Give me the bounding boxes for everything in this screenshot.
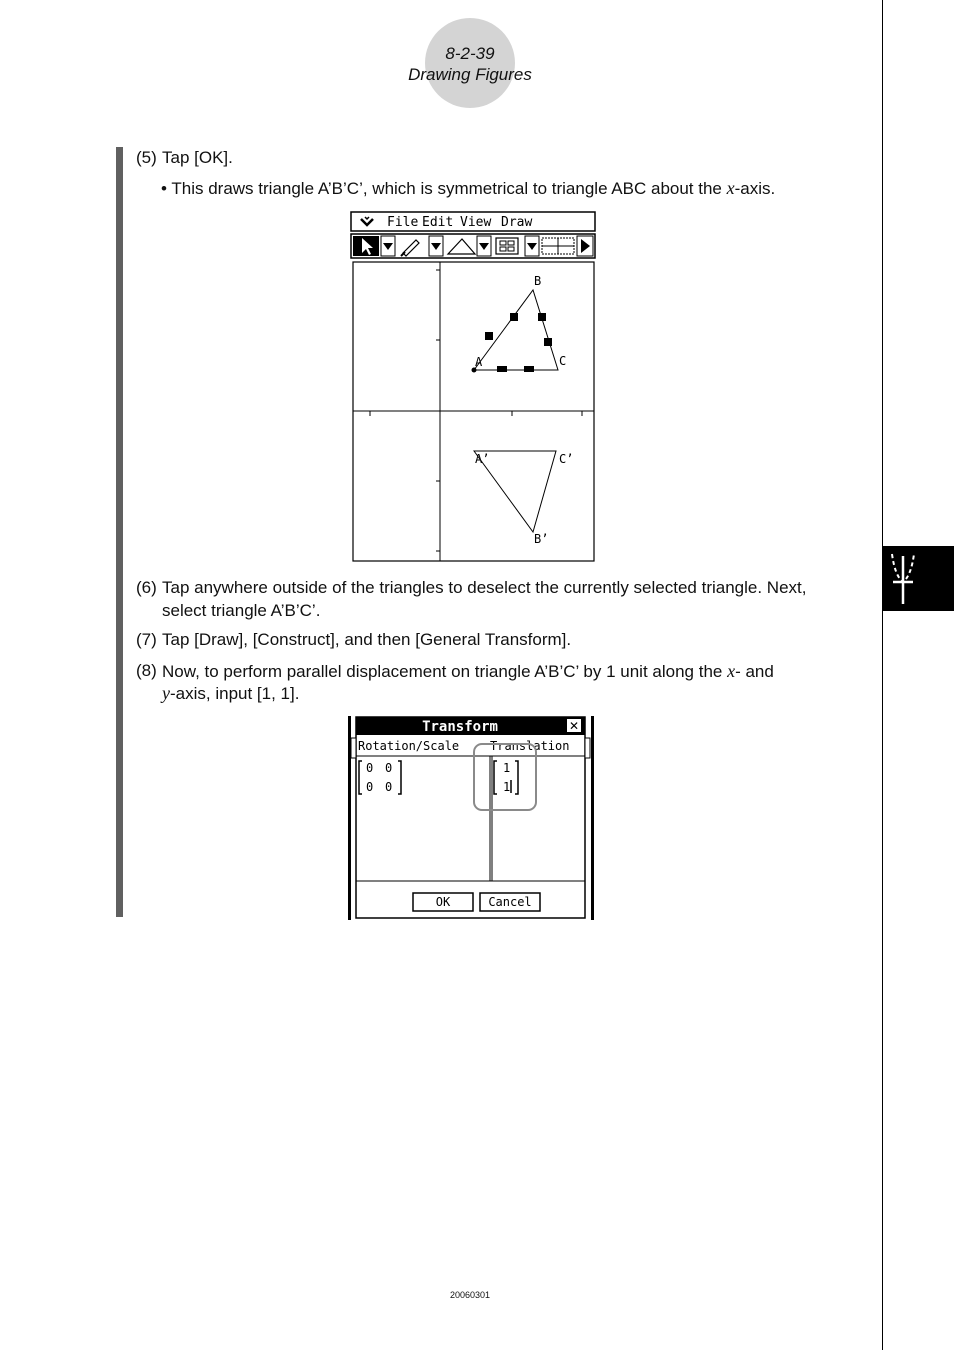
menu-edit[interactable]: Edit: [422, 215, 454, 230]
vertex-label-c: C: [559, 354, 567, 368]
step-text-7: Tap [Draw], [Construct], and then [General Transform].: [162, 630, 572, 649]
cancel-button[interactable]: [480, 893, 540, 911]
ok-button[interactable]: [413, 893, 473, 911]
step-text-6-line1: Tap anywhere outside of the triangles to deselect the currently selected triangle. Next,: [162, 578, 807, 597]
select-tool-icon[interactable]: [353, 236, 379, 256]
step-8-text: Now, to perform parallel displacement on triangle A’B’C’ by 1 unit along the: [162, 662, 728, 681]
bullet-suffix: -axis.: [734, 179, 776, 198]
dropdown-arrow-icon[interactable]: [429, 236, 443, 256]
dialog-title-bar: [356, 717, 585, 735]
step-number-5: (5): [136, 148, 157, 167]
step-number-6: (6): [136, 578, 157, 597]
matrix-cell[interactable]: 0: [385, 761, 393, 775]
step-8-line2-text: -axis, input [1, 1].: [170, 684, 300, 703]
vertex-label-b-prime: B’: [534, 532, 549, 546]
chapter-tab: [882, 546, 954, 611]
step-number-8: (8): [136, 661, 157, 680]
section-title: Drawing Figures: [408, 65, 532, 84]
toolbar: [351, 234, 595, 258]
page-number: 8-2-39: [445, 44, 495, 63]
footer-code: 20060301: [449, 1290, 491, 1300]
vertex-label-b: B: [534, 274, 542, 288]
bullet-text: • This draws triangle A’B’C’, which is symmetrical to triangle ABC about the: [161, 179, 727, 198]
menu-draw[interactable]: Draw: [501, 215, 533, 230]
dropdown-arrow-icon[interactable]: [477, 236, 491, 256]
geometry-chapter-icon: [882, 546, 954, 611]
step-number-7: (7): [136, 630, 157, 649]
matrix-cell[interactable]: 0: [366, 780, 374, 794]
margin-bar: [116, 147, 123, 917]
dropdown-arrow-icon[interactable]: [381, 236, 395, 256]
step-text-5: Tap [OK].: [162, 148, 233, 167]
matrix-cell[interactable]: 0: [366, 761, 374, 775]
cancel-button-label: Cancel: [488, 895, 532, 909]
step-text-8-line1: [162, 660, 774, 683]
vertex-label-c-prime: C’: [559, 452, 574, 466]
scroll-right-icon[interactable]: [577, 236, 593, 256]
step-8-var-x: x: [727, 661, 736, 681]
page-edge-rule: [882, 0, 883, 1350]
matrix-cell[interactable]: 0: [385, 780, 393, 794]
dropdown-arrow-icon[interactable]: [525, 236, 539, 256]
vertex-label-a: A: [475, 355, 483, 369]
menu-file[interactable]: File: [387, 215, 419, 230]
transform-dialog-screenshot: [347, 716, 596, 920]
tab-translation[interactable]: Translation: [490, 739, 570, 753]
vector-cell-x[interactable]: 1: [503, 761, 511, 775]
vertex-label-a-prime: A’: [475, 452, 490, 466]
bullet-var-x: x: [726, 178, 735, 198]
step-8-var-y: y: [162, 683, 170, 703]
ok-button-label: OK: [435, 895, 451, 909]
step-text-6-line2: select triangle A’B’C’.: [162, 601, 321, 620]
geometry-screenshot: [350, 211, 596, 562]
menu-bar[interactable]: [351, 212, 595, 231]
close-icon[interactable]: ✕: [568, 719, 580, 733]
tab-rotation-scale[interactable]: Rotation/Scale: [358, 739, 460, 753]
dialog-title: Transform: [422, 719, 498, 735]
step-text-8-line2: [162, 682, 299, 705]
drawing-area[interactable]: [353, 262, 594, 561]
menu-view[interactable]: View: [460, 215, 492, 230]
vector-cell-y[interactable]: 1: [503, 780, 511, 794]
step-8-suffix: - and: [735, 662, 774, 681]
step-5-bullet: [161, 177, 775, 200]
